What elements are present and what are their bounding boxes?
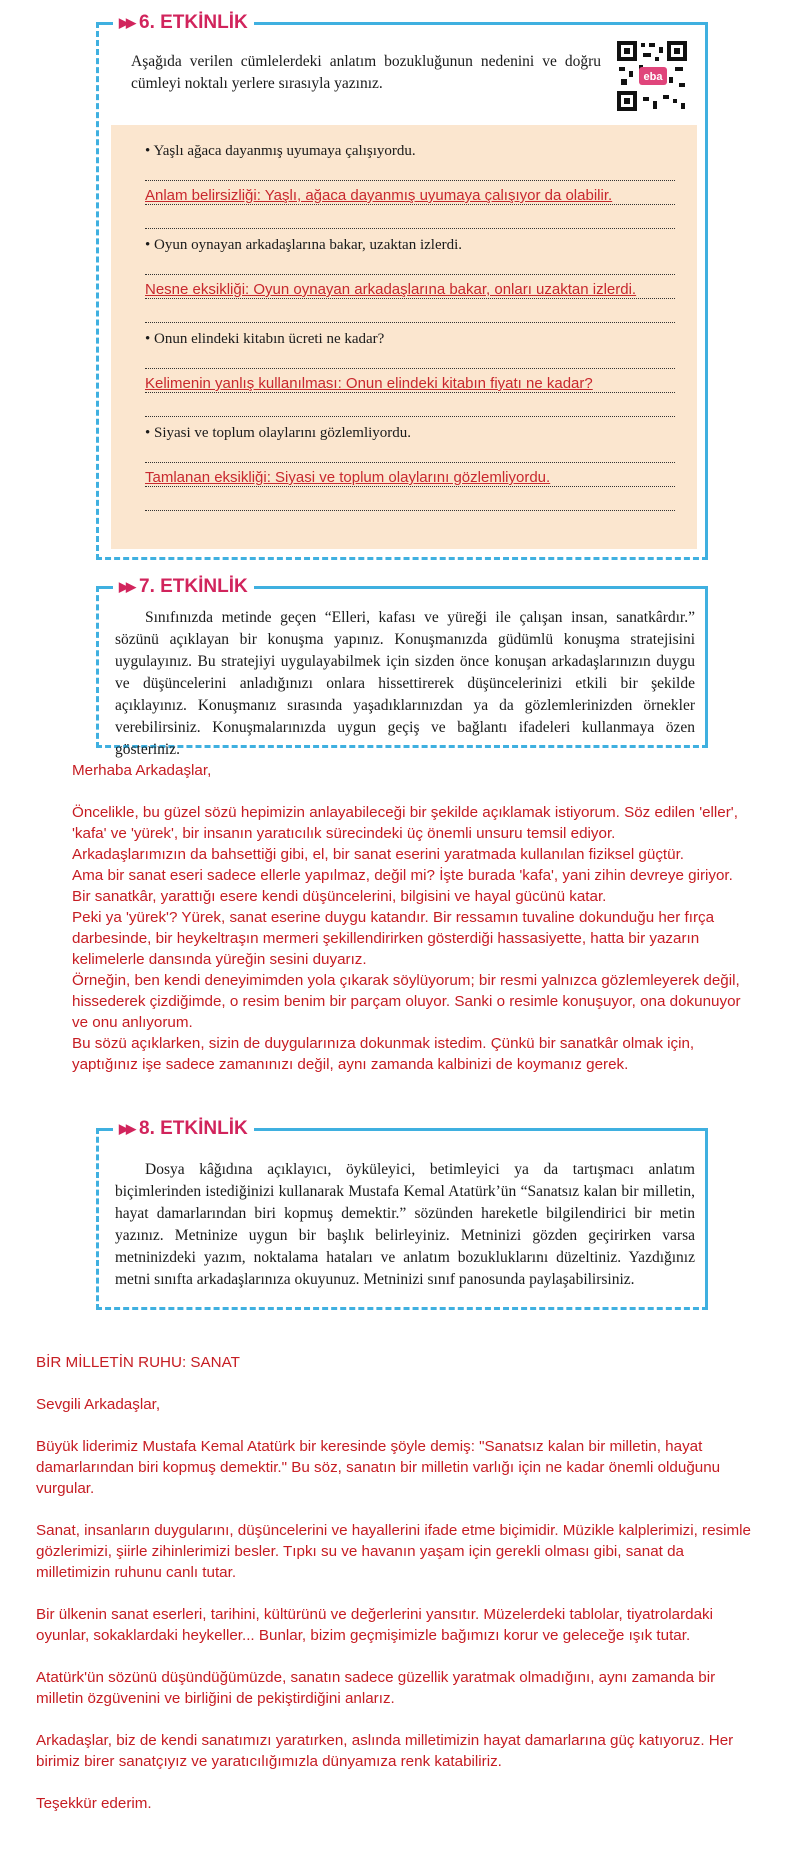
essay-paragraph: Arkadaşlar, biz de kendi sanatımızı yaratırken, aslında milletimizin hayat damarlarına güç katıyoruz. Her birimiz birer sanatçıyız ve yaratıcılığımızla dünyamıza renk katabiliriz. — [36, 1732, 734, 1770]
essay-paragraph: Bir ülkenin sanat eserleri, tarihini, kültürünü ve değerlerini yansıtır. Müzelerdeki tablolar, tiyatrolardaki oyunlar, sokaklardaki heykeller... Bunlar, bizim geçmişimizle bağımızı korur ve geleceğe ışık tutar. — [36, 1606, 714, 1644]
activity-7-speech — [72, 760, 752, 1075]
activity-8-instruction: Dosya kâğıdına açıklayıcı, öyküleyici, betimleyici ya da tartışmacı anlatım biçimlerinden istediğinizi kullanarak Mustafa Kemal Atatürk’ün “Sanatsız kalan bir milletin, hayat damarlarından biri kopmuş demektir.” sözünden hareketle bilgilendirici bir metin yazınız. Metninize uygun bir başlık belirleyiniz. Metninizi gözden geçirirken varsa metninizdeki yazım, noktalama hataları ve anlatım bozukluklarını düzeltiniz. Yazdığınız metni sınıfta arkadaşlarınıza okuyunuz. Metninizi sınıf panosunda paylaşabilirsiniz. — [115, 1161, 695, 1288]
dotted-line — [145, 180, 675, 181]
essay-paragraph: Sevgili Arkadaşlar, — [36, 1396, 161, 1413]
speech-paragraph: Peki ya 'yürek'? Yürek, sanat eserine duygu katandır. Bir ressamın tuvaline dokunduğu her fırça darbesinde, bir heykeltraşın mermeri şekillendirirken gösterdiği hassasiyette, hatta bir yazarın kelimelerle dansında yüreğin sesini duyarız. — [72, 909, 715, 968]
double-chevron-icon: ▶▶ — [119, 1121, 133, 1136]
activity-6-title: ▶▶ 6. ETKİNLİK — [113, 12, 254, 34]
activity-7-instruction: Sınıfınızda metinde geçen “Elleri, kafası ve yüreği ile çalışan insan, sanatkârdır.” sözünü açıklayan bir konuşma yapınız. Konuşmanızda güdümlü konuşma stratejisini uygulayınız. Bu stratejiyi uygulayabilmek için sizden önce konuşan arkadaşlarınızın duygu ve düşüncelerini anladığınızı onlara hissettirerek düşüncelerinizi etkili bir şekilde açıklayınız. Konuşmanız sırasında yaşadıklarınızdan ya da gözlemlerinizden örnekler verebilirsiniz. Konuşmalarınızda uygun geçiş ve bağlantı ifadeleri kullanmaya özen gösteriniz. — [115, 609, 695, 758]
dotted-line — [145, 510, 675, 511]
essay-title: BİR MİLLETİN RUHU: SANAT — [36, 1354, 240, 1371]
svg-text:eba: eba — [643, 71, 663, 83]
answer-2: Nesne eksikliği: Oyun oynayan arkadaşlarına bakar, onları uzaktan izlerdi. — [145, 281, 637, 298]
dotted-line — [145, 486, 675, 487]
double-chevron-icon: ▶▶ — [119, 15, 133, 30]
activity-7-box — [96, 576, 708, 758]
answer-4: Tamlanan eksikliği: Siyasi ve toplum olaylarını gözlemliyordu. — [145, 469, 551, 486]
dotted-line — [145, 462, 675, 463]
dotted-line — [145, 274, 675, 275]
qr-code-icon — [615, 39, 689, 113]
dotted-line — [145, 416, 675, 417]
essay-paragraph: Sanat, insanların duygularını, düşüncelerini ve hayallerini ifade etme biçimidir. Müzikle kalplerimizi, resimle gözlerimizi, şiirle zihinlerimizi besler. Tıpkı su ve havanın yaşam için gerekli olması gibi, sanat da milletimizin ruhunu canlı tutar. — [36, 1522, 751, 1581]
answer-1: Anlam belirsizliği: Yaşlı, ağaca dayanmış uyumaya çalışıyor da olabilir. — [145, 187, 613, 204]
speech-paragraph: Ama bir sanat eseri sadece ellerle yapılmaz, değil mi? İşte burada 'kafa', yani zihin devreye giriyor. Bir sanatkâr, yarattığı esere kendi düşüncelerini, bilgisini ve hayal gücünü katar. — [72, 867, 733, 905]
answer-3: Kelimenin yanlış kullanılması: Onun elindeki kitabın fiyatı ne kadar? — [145, 375, 593, 392]
speech-paragraph: Bu sözü açıklarken, sizin de duygularınıza dokunmak istedim. Çünkü bir sanatkâr olmak için, yaptığınız işe sadece zamanınızı değil, aynı zamanda kalbinizi de koymanız gerek. — [72, 1035, 695, 1073]
activity-8-essay — [36, 1352, 758, 1814]
answer-area — [111, 125, 697, 549]
sentence-1: • Yaşlı ağaca dayanmış uyumaya çalışıyordu. — [145, 143, 416, 159]
speech-greeting: Merhaba Arkadaşlar, — [72, 762, 212, 779]
sentence-2: • Oyun oynayan arkadaşlarına bakar, uzaktan izlerdi. — [145, 237, 463, 253]
activity-8-box — [96, 1118, 708, 1310]
speech-gap — [72, 781, 752, 802]
speech-paragraph: Örneğin, ben kendi deneyimimden yola çıkarak söylüyorum; bir resmi yalnızca gözlemleyerek değil, hissederek çizdiğimde, o resim benim bir parçam oluyor. Sanki o resimle konuşuyor, ona dokunuyor ve onu anlıyorum. — [72, 972, 741, 1031]
speech-paragraph: Arkadaşlarımızın da bahsettiği gibi, el, bir sanat eserini yaratmada kullanılan fiziksel güçtür. — [72, 846, 685, 863]
essay-paragraph: Büyük liderimiz Mustafa Kemal Atatürk bir keresinde şöyle demiş: "Sanatsız kalan bir milletin, hayat damarlarından biri kopmuş demektir." Bu söz, sanatın bir milletin varlığı için ne kadar önemli olduğunu vurgular. — [36, 1438, 721, 1497]
dotted-line — [145, 322, 675, 323]
essay-paragraph: Atatürk'ün sözünü düşündüğümüzde, sanatın sadece güzellik yaratmak olmadığını, aynı zamanda bir milletin özgüvenini ve birliğini de pekiştirdiğini anlarız. — [36, 1669, 716, 1707]
speech-paragraph: Öncelikle, bu güzel sözü hepimizin anlayabileceği bir şekilde açıklamak istiyorum. Söz edilen 'eller', 'kafa' ve 'yürek', bir insanın yaratıcılık sürecindeki üç önemli unsuru temsil ediyor. — [72, 804, 738, 842]
activity-7-title: ▶▶ 7. ETKİNLİK — [113, 576, 254, 598]
dotted-line — [145, 204, 675, 205]
sentence-4: • Siyasi ve toplum olaylarını gözlemliyordu. — [145, 425, 412, 441]
activity-6-instruction: Aşağıda verilen cümlelerdeki anlatım bozukluğunun nedenini ve doğru cümleyi noktalı yerlere sırasıyla yazınız. — [131, 53, 601, 92]
sentence-3: • Onun elindeki kitabın ücreti ne kadar? — [145, 331, 385, 347]
dotted-line — [145, 228, 675, 229]
double-chevron-icon: ▶▶ — [119, 579, 133, 594]
activity-8-title: ▶▶ 8. ETKİNLİK — [113, 1118, 254, 1140]
dotted-line — [145, 368, 675, 369]
dotted-line — [145, 392, 675, 393]
essay-closing: Teşekkür ederim. — [36, 1795, 152, 1812]
qr-code — [615, 39, 689, 113]
dotted-line — [145, 298, 675, 299]
activity-6-box — [96, 12, 708, 560]
